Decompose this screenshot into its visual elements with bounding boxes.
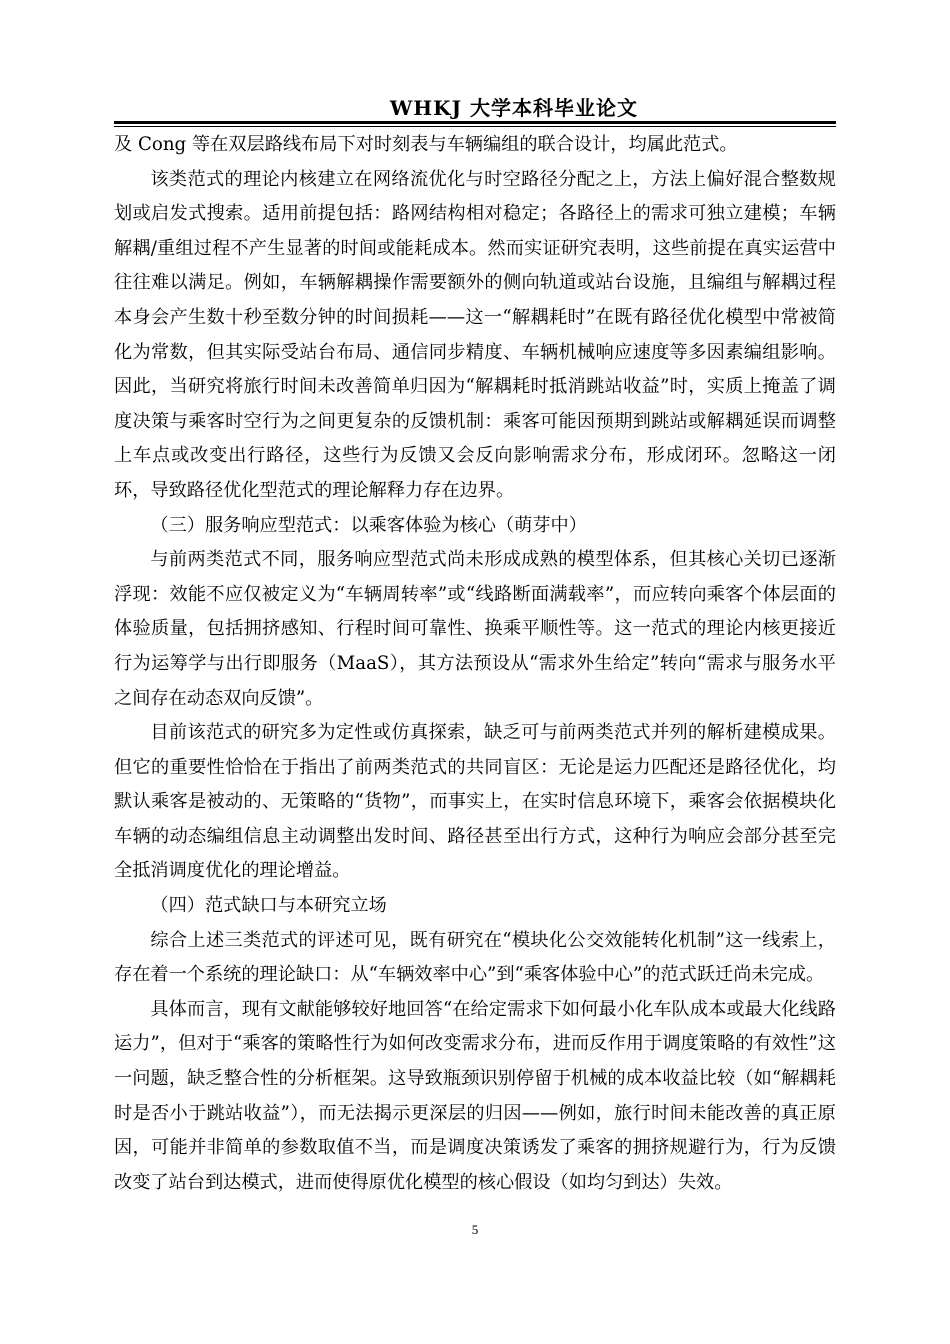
section-heading: （三）服务响应型范式：以乘客体验为核心（萌芽中）: [150, 514, 587, 536]
header-title: WHKJ 大学本科毕业论文: [389, 96, 638, 120]
paragraph: 具体而言，现有文献能够较好地回答“在给定需求下如何最小化车队成本或最大化线路运力”，但对于“乘客的策略性行为如何改变需求分布，进而反作用于调度策略的有效性”这一问题，缺乏整合性的分析框架。这导致瓶颈识别停留于机械的成本收益比较（如“解耦耗时是否小于跳站收益”），而无法揭示更深层的归因——例如，旅行时间未能改善的真正原因，可能并非简单的参数取值不当，而是调度决策诱发了乘客的拥挤规避行为，行为反馈改变了站台到达模式，进而使得原优化模型的核心假设（如均匀到达）失效。: [114, 998, 836, 1193]
header-rule-thin: [114, 126, 836, 127]
header-rule-thick: [114, 121, 836, 124]
page-header: [114, 92, 836, 124]
body-text: [114, 128, 836, 1200]
paragraph-continuation: 及 Cong 等在双层路线布局下对时刻表与车辆编组的联合设计，均属此范式。: [114, 134, 738, 155]
paragraph: 综合上述三类范式的评述可见，既有研究在“模块化公交效能转化机制”这一线索上，存在着一个系统的理论缺口：从“车辆效率中心”到“乘客体验中心”的范式跃迁尚未完成。: [114, 929, 836, 986]
paragraph: 目前该范式的研究多为定性或仿真探索，缺乏可与前两类范式并列的解析建模成果。但它的重要性恰恰在于指出了前两类范式的共同盲区：无论是运力匹配还是路径优化，均默认乘客是被动的、无策略的“货物”，而事实上，在实时信息环境下，乘客会依据模块化车辆的动态编组信息主动调整出发时间、路径甚至出行方式，这种行为响应会部分甚至完全抵消调度优化的理论增益。: [114, 722, 836, 882]
paragraph: 与前两类范式不同，服务响应型范式尚未形成成熟的模型体系，但其核心关切已逐渐浮现：效能不应仅被定义为“车辆周转率”或“线路断面满载率”，而应转向乘客个体层面的体验质量，包括拥挤感知、行程时间可靠性、换乘平顺性等。这一范式的理论内核更接近行为运筹学与出行即服务（MaaS），其方法预设从“需求外生给定”转向“需求与服务水平之间存在动态双向反馈”。: [114, 549, 836, 709]
paragraph: 该类范式的理论内核建立在网络流优化与时空路径分配之上，方法上偏好混合整数规划或启发式搜索。适用前提包括：路网结构相对稳定；各路径上的需求可独立建模；车辆解耦/重组过程不产生显著的时间或能耗成本。然而实证研究表明，这些前提在真实运营中往往难以满足。例如，车辆解耦操作需要额外的侧向轨道或站台设施，且编组与解耦过程本身会产生数十秒至数分钟的时间损耗——这一“解耦耗时”在既有路径优化模型中常被简化为常数，但其实际受站台布局、通信同步精度、车辆机械响应速度等多因素编组影响。因此，当研究将旅行时间未改善简单归因为“解耦耗时抵消跳站收益”时，实质上掩盖了调度决策与乘客时空行为之间更复杂的反馈机制：乘客可能因预期到跳站或解耦延误而调整上车点或改变出行路径，这些行为反馈又会反向影响需求分布，形成闭环。忽略这一闭环，导致路径优化型范式的理论解释力存在边界。: [114, 168, 836, 501]
section-heading: （四）范式缺口与本研究立场: [150, 895, 387, 917]
page-number: 5: [471, 1222, 479, 1237]
